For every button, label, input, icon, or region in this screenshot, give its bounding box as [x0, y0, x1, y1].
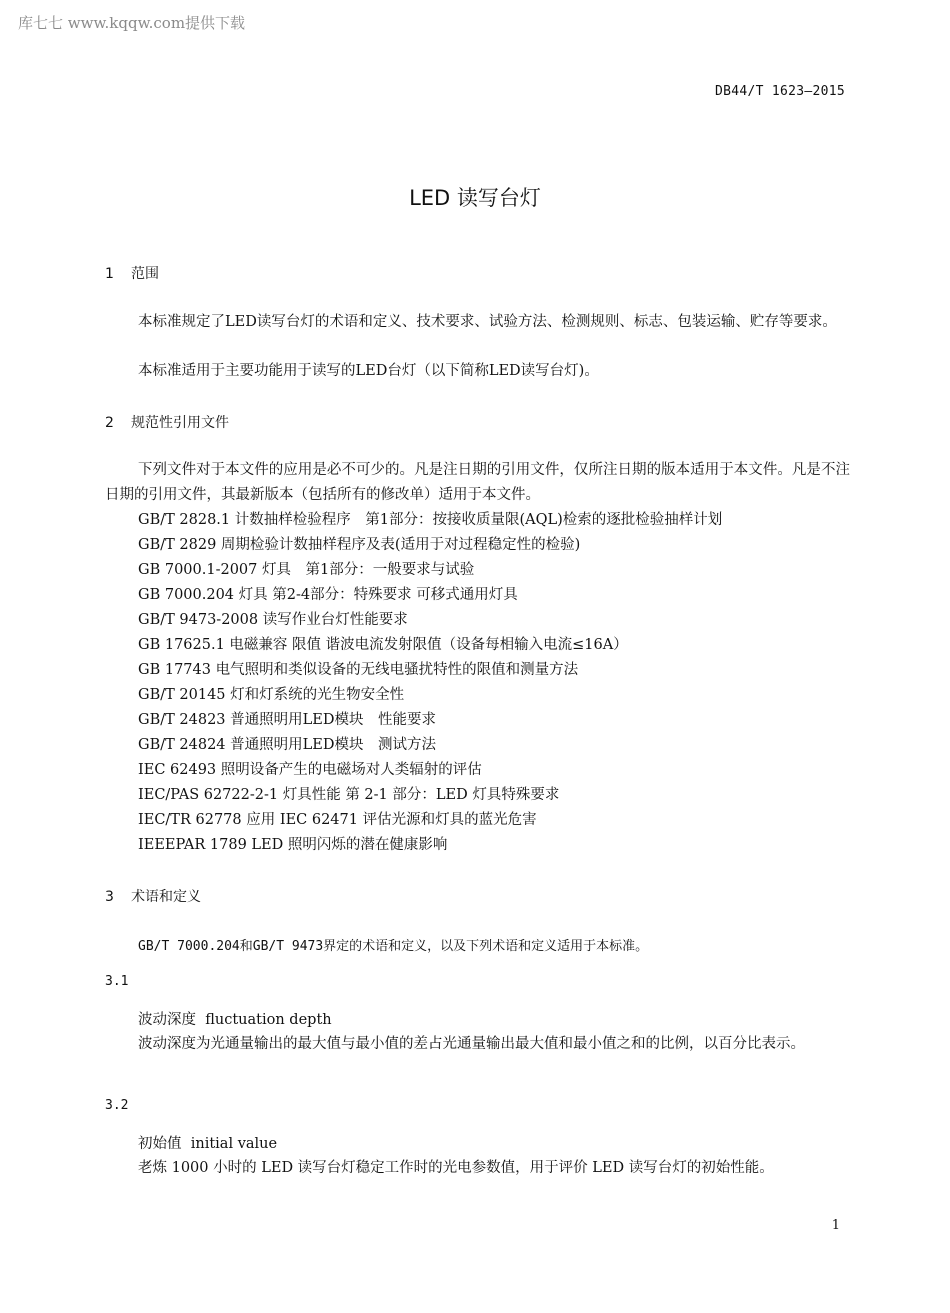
section-number: 2	[105, 415, 114, 431]
section-1-heading	[105, 263, 159, 283]
reference-item: GB/T 9473-2008 读写作业台灯性能要求	[138, 612, 408, 628]
reference-item: GB/T 24823 普通照明用LED模块 性能要求	[138, 712, 436, 728]
scope-paragraph-1: 本标准规定了LED读写台灯的术语和定义、技术要求、试验方法、检测规则、标志、包装运输、贮存等要求。	[138, 314, 837, 330]
reference-item: IEC/PAS 62722-2-1 灯具性能 第 2-1 部分：LED 灯具特殊要求	[138, 787, 560, 803]
page-number: 1	[831, 1218, 840, 1233]
section-title: 术语和定义	[131, 889, 201, 905]
reference-item: GB 17625.1 电磁兼容 限值 谐波电流发射限值（设备每相输入电流≤16A）	[138, 637, 628, 653]
term-number: 3.1	[105, 974, 129, 989]
reference-item: GB/T 2828.1 计数抽样检验程序 第1部分：按接收质量限(AQL)检索的逐批检验抽样计划	[138, 512, 723, 528]
section-number: 1	[105, 266, 114, 282]
reference-item: GB 17743 电气照明和类似设备的无线电骚扰特性的限值和测量方法	[138, 662, 579, 678]
reference-item: GB/T 24824 普通照明用LED模块 测试方法	[138, 737, 436, 753]
page-title: LED 读写台灯	[409, 186, 541, 210]
term-name-cn: 波动深度	[138, 1012, 196, 1028]
reference-item: GB/T 20145 灯和灯系统的光生物安全性	[138, 687, 405, 703]
section-2-heading	[105, 412, 229, 432]
watermark: 库七七 www.kqqw.com提供下载	[18, 14, 246, 32]
term-heading	[138, 1132, 277, 1157]
reference-item: IEC/TR 62778 应用 IEC 62471 评估光源和灯具的蓝光危害	[138, 812, 537, 828]
reference-item: GB 7000.204 灯具 第2-4部分：特殊要求 可移式通用灯具	[138, 587, 518, 603]
reference-item: IEEEPAR 1789 LED 照明闪烁的潜在健康影响	[138, 837, 448, 853]
term-name-en: initial value	[190, 1136, 278, 1152]
reference-item: IEC 62493 照明设备产生的电磁场对人类辐射的评估	[138, 762, 482, 778]
term-heading	[138, 1008, 332, 1033]
term-number: 3.2	[105, 1098, 129, 1113]
term-name-cn: 初始值	[138, 1136, 182, 1152]
references-intro: 下列文件对于本文件的应用是必不可少的。凡是注日期的引用文件，仅所注日期的版本适用于本文件。凡是不注日期的引用文件，其最新版本（包括所有的修改单）适用于本文件。	[105, 462, 850, 503]
term-definition: 波动深度为光通量输出的最大值与最小值的差占光通量输出最大值和最小值之和的比例，以百分比表示。	[138, 1036, 805, 1052]
terms-intro: GB/T 7000.204和GB/T 9473界定的术语和定义，以及下列术语和定义适用于本标准。	[138, 939, 649, 954]
scope-paragraph-2: 本标准适用于主要功能用于读写的LED台灯（以下简称LED读写台灯)。	[138, 363, 599, 379]
section-title: 规范性引用文件	[131, 415, 229, 431]
section-3-heading	[105, 886, 201, 906]
reference-item: GB/T 2829 周期检验计数抽样程序及表(适用于对过程稳定性的检验)	[138, 537, 581, 553]
term-name-en: fluctuation depth	[205, 1012, 332, 1028]
term-definition: 老炼 1000 小时的 LED 读写台灯稳定工作时的光电参数值，用于评价 LED 读写台灯的初始性能。	[138, 1160, 774, 1176]
reference-list	[138, 508, 722, 858]
section-title: 范围	[131, 266, 159, 282]
reference-item: GB 7000.1-2007 灯具 第1部分：一般要求与试验	[138, 562, 475, 578]
document-code: DB44/T 1623—2015	[714, 84, 845, 99]
section-number: 3	[105, 889, 114, 905]
